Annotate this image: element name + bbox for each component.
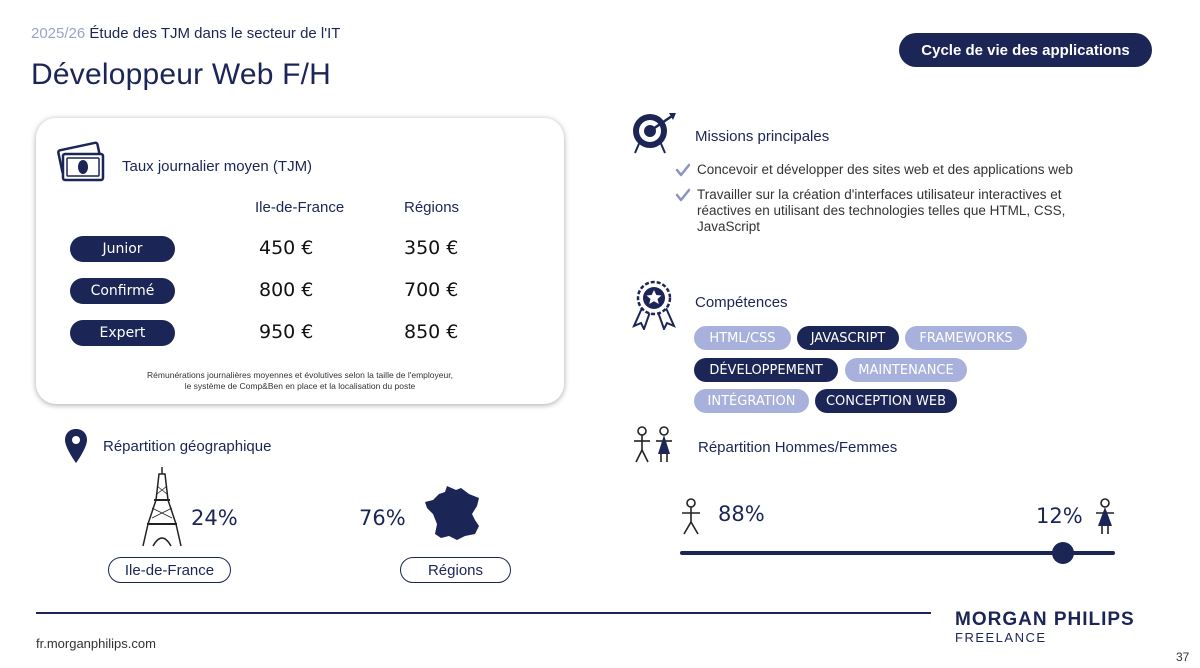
- competences-heading: Compétences: [695, 294, 788, 311]
- tjm-note: [36, 370, 564, 392]
- target-icon: [629, 111, 679, 155]
- study-title: Étude des TJM dans le secteur de l'IT: [89, 25, 341, 42]
- mission-item: [697, 187, 1082, 235]
- tjm-expert-idf: 950 €: [259, 321, 314, 343]
- tjm-heading: Taux journalier moyen (TJM): [122, 158, 313, 175]
- geo-idf-label: Ile-de-France: [108, 557, 231, 583]
- man-icon: [678, 498, 704, 536]
- money-icon: [57, 140, 107, 186]
- col-header-idf: Ile-de-France: [255, 199, 345, 216]
- france-map-icon: [423, 484, 483, 542]
- missions-heading: Missions principales: [695, 128, 830, 145]
- tjm-junior-idf: 450 €: [259, 237, 314, 259]
- brand-logo: MORGAN PHILIPS: [955, 609, 1135, 630]
- level-junior: Junior: [70, 236, 175, 262]
- page-title: Développeur Web F/H: [31, 58, 332, 91]
- level-confirme: Confirmé: [70, 278, 175, 304]
- mission-item: [697, 162, 1097, 178]
- tjm-confirme-regions: 700 €: [404, 279, 459, 301]
- woman-icon: [1093, 498, 1117, 536]
- skill-chip: INTÉGRATION: [694, 389, 809, 413]
- gender-women-pct: 12%: [1036, 504, 1083, 528]
- geo-regions-label: Régions: [400, 557, 511, 583]
- footer-divider: [36, 612, 931, 614]
- tjm-junior-regions: 350 €: [404, 237, 459, 259]
- tjm-confirme-idf: 800 €: [259, 279, 314, 301]
- gender-men-pct: 88%: [718, 502, 765, 526]
- skill-chip: HTML/CSS: [694, 326, 791, 350]
- skill-chip: JAVASCRIPT: [797, 326, 899, 350]
- page-number: 37: [1176, 650, 1190, 664]
- tjm-note-line1: Rémunérations journalières moyennes et évolutives selon la taille de l'employeur,: [147, 370, 453, 380]
- mission-text-2: Travailler sur la création d'interfaces utilisateur interactives et réactives en utilisant des technologies telles que HTML, CSS, JavaScript: [697, 187, 1066, 234]
- skill-chip: DÉVELOPPEMENT: [694, 358, 838, 382]
- mission-text-1: Concevoir et développer des sites web et des applications web: [697, 162, 1073, 177]
- cycle-de-vie-button[interactable]: Cycle de vie des applications: [899, 33, 1152, 67]
- col-header-regions: Régions: [404, 199, 460, 216]
- geo-idf-pct: 24%: [191, 506, 238, 530]
- footer-url: fr.morganphilips.com: [36, 636, 156, 651]
- brand-sub: FREELANCE: [955, 630, 1047, 645]
- skill-chip: FRAMEWORKS: [905, 326, 1027, 350]
- tjm-note-line2: le système de Comp&Ben en place et la localisation du poste: [184, 381, 416, 391]
- man-woman-icon: [632, 426, 676, 464]
- map-pin-icon: [64, 428, 88, 464]
- award-badge-icon: [630, 280, 678, 330]
- geo-regions-pct: 76%: [359, 506, 406, 530]
- eiffel-tower-icon: [142, 466, 182, 548]
- check-icon: [675, 188, 691, 202]
- skill-chip: CONCEPTION WEB: [815, 389, 957, 413]
- check-icon: [675, 163, 691, 177]
- tjm-expert-regions: 850 €: [404, 321, 459, 343]
- study-header: [31, 25, 340, 42]
- gender-ratio-bar: [680, 551, 1115, 555]
- geo-heading: Répartition géographique: [103, 438, 272, 455]
- gender-ratio-marker: [1052, 542, 1074, 564]
- gender-heading: Répartition Hommes/Femmes: [698, 439, 898, 456]
- level-expert: Expert: [70, 320, 175, 346]
- study-year: 2025/26: [31, 25, 86, 42]
- skill-chip: MAINTENANCE: [845, 358, 967, 382]
